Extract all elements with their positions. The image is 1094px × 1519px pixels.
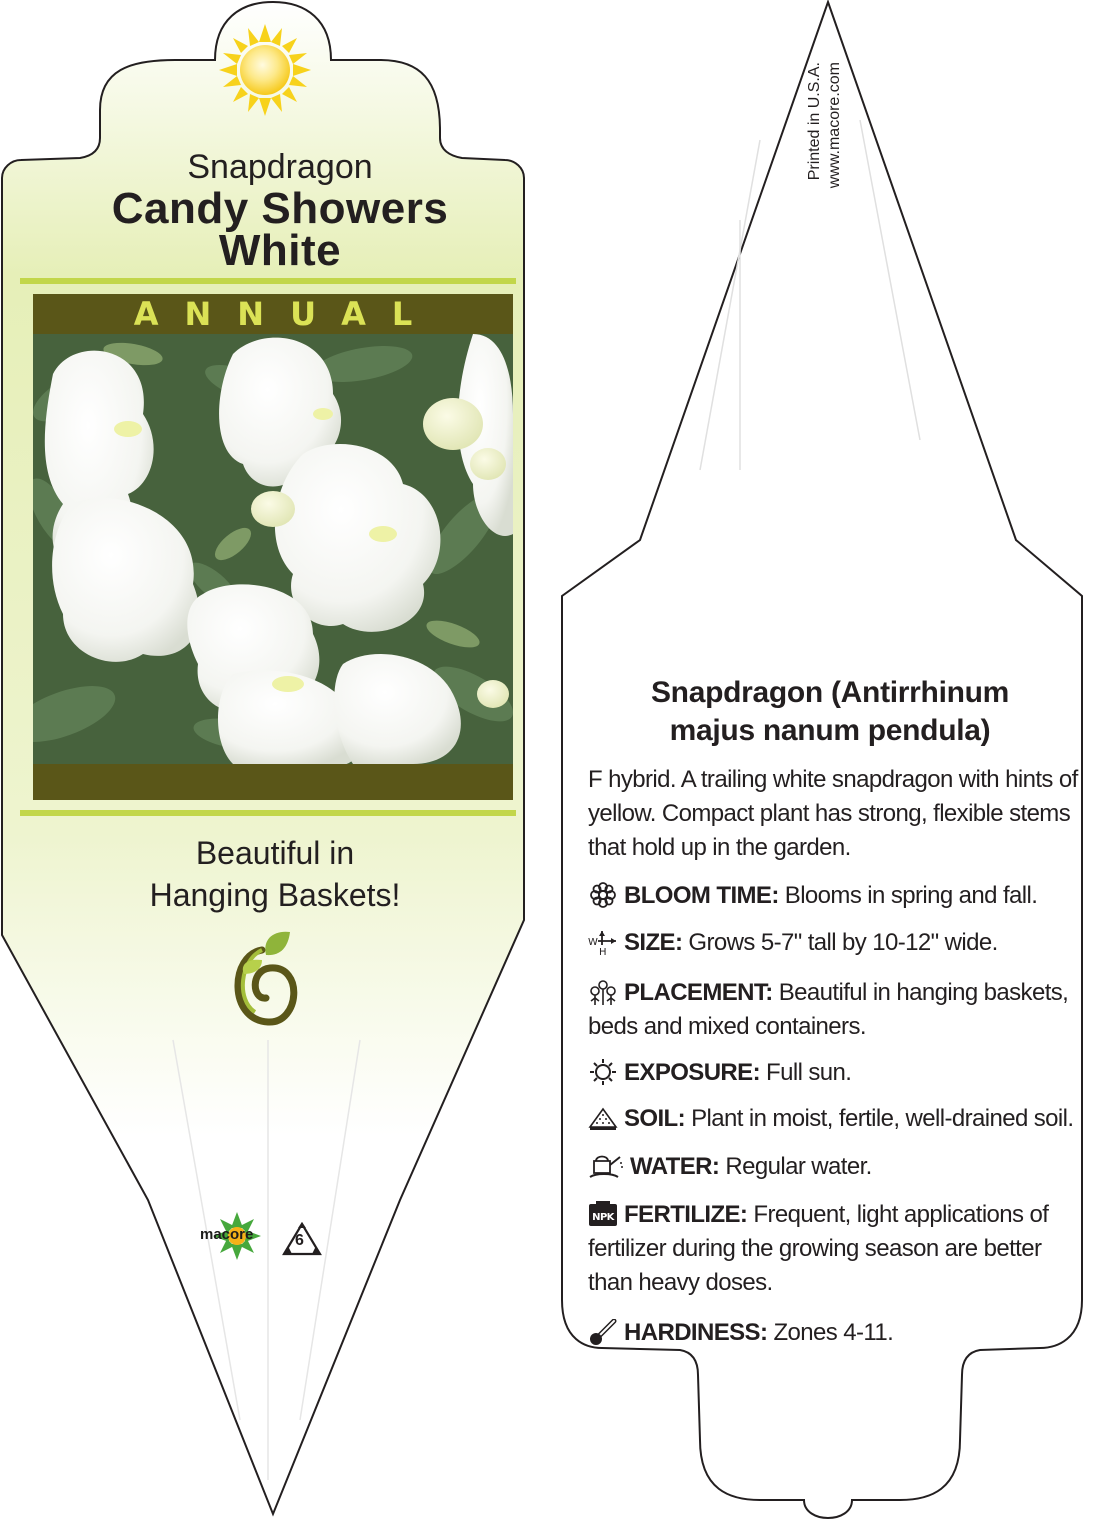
plant-photo	[33, 334, 513, 764]
care-text-continued: fertilizer during the growing season are better	[588, 1235, 1042, 1262]
feature-line2: Hanging Baskets!	[149, 877, 401, 913]
placement-icon	[588, 979, 618, 1005]
care-text: Zones 4-11.	[773, 1319, 894, 1346]
care-label: FERTILIZE:	[624, 1201, 748, 1228]
care-bloom-time	[588, 879, 1078, 913]
botanical-title-line1: Snapdragon (Antirrhinum	[650, 676, 1010, 709]
care-label: PLACEMENT:	[624, 979, 773, 1006]
description-line: F hybrid. A trailing white snapdragon with hints of	[588, 766, 1078, 793]
printed-info	[805, 62, 845, 232]
care-text: Frequent, light applications of	[753, 1201, 1049, 1228]
feature-callout	[40, 832, 510, 916]
care-hardiness	[588, 1316, 1078, 1350]
npk-icon-text: NPK	[592, 1212, 614, 1223]
size-icon	[588, 929, 618, 955]
snapdragon-flowers-illustration	[33, 334, 513, 764]
care-text: Grows 5-7" tall by 10-12" wide.	[688, 929, 998, 956]
care-text: Regular water.	[725, 1153, 872, 1180]
category-label: ANNUAL	[133, 295, 439, 333]
size-icon-h: H	[599, 947, 606, 955]
common-name: Snapdragon	[187, 148, 373, 186]
watering-can-icon	[588, 1153, 624, 1179]
care-water	[588, 1150, 1078, 1184]
description-line: yellow. Compact plant has strong, flexible stems	[588, 800, 1071, 827]
npk-icon	[588, 1201, 618, 1227]
feature-line1: Beautiful in	[195, 835, 355, 871]
description-line: that hold up in the garden.	[588, 834, 851, 861]
flower-icon	[588, 882, 618, 908]
size-icon-w: W	[588, 937, 598, 948]
care-text-continued: beds and mixed containers.	[588, 1013, 866, 1040]
variety-name-line2: White	[218, 226, 342, 275]
botanical-title-line2: majus nanum pendula)	[669, 714, 991, 747]
recycle-code: 6	[295, 1232, 304, 1249]
botanical-title	[590, 674, 1070, 750]
brand-name: macore	[200, 1226, 254, 1243]
plant-description	[588, 763, 1078, 865]
care-soil	[588, 1102, 1078, 1136]
care-label: SOIL:	[624, 1105, 685, 1132]
variety-name-line1: Candy Showers	[111, 184, 449, 233]
thermometer-icon	[588, 1319, 618, 1345]
care-text: Plant in moist, fertile, well-drained soil.	[691, 1105, 1074, 1132]
care-text: Blooms in spring and fall.	[784, 882, 1038, 909]
care-text: Beautiful in hanging baskets,	[778, 979, 1069, 1006]
printed-line1: Printed in U.S.A.	[806, 62, 823, 181]
sun-icon	[588, 1059, 618, 1085]
soil-icon	[588, 1105, 618, 1131]
printed-line2: www.macore.com	[826, 62, 843, 189]
care-size	[588, 926, 1078, 960]
care-label: BLOOM TIME:	[624, 882, 779, 909]
care-fertilize	[588, 1198, 1078, 1300]
care-text-continued: than heavy doses.	[588, 1269, 773, 1296]
care-label: EXPOSURE:	[624, 1059, 760, 1086]
care-text: Full sun.	[766, 1059, 852, 1086]
care-placement	[588, 976, 1078, 1044]
care-label: HARDINESS:	[624, 1319, 768, 1346]
care-label: SIZE:	[624, 929, 683, 956]
care-exposure	[588, 1056, 1078, 1090]
variety-name	[30, 184, 530, 275]
care-label: WATER:	[630, 1153, 720, 1180]
photo-bottom-bar	[33, 764, 513, 800]
